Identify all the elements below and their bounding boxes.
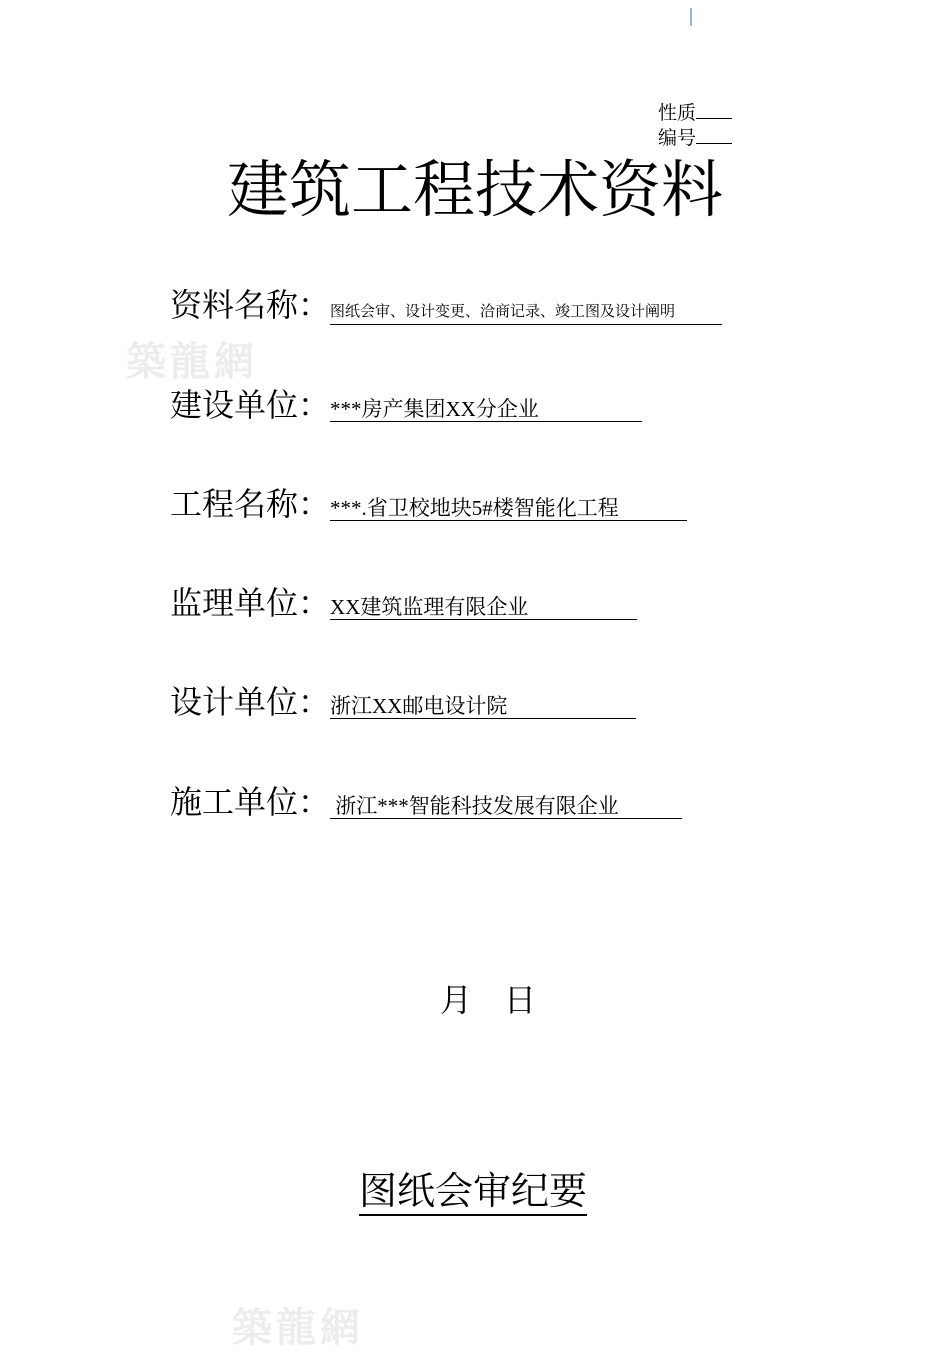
nature-field [658, 100, 732, 125]
date-month: 月 [440, 981, 473, 1019]
field-project-name [170, 479, 687, 523]
field-value: ***房产集团XX分企业 [330, 397, 642, 422]
field-value: XX建筑监理有限企业 [330, 595, 637, 620]
field-label: 工程名称： [170, 485, 331, 523]
watermark: 築龍網 [232, 1304, 364, 1351]
field-label: 资料名称： [170, 286, 331, 324]
number-field [658, 125, 732, 150]
field-value: 图纸会审、设计变更、洽商记录、竣工图及设计阐明 [330, 300, 722, 325]
watermark: 築龍網 [126, 338, 258, 385]
number-label: 编号 [658, 127, 697, 149]
field-label: 建设单位： [170, 386, 331, 424]
field-material-name [170, 280, 722, 324]
text-cursor [690, 8, 692, 26]
field-contractor-unit [170, 777, 682, 821]
field-construction-unit [170, 380, 642, 424]
field-value: 浙江XX邮电设计院 [330, 694, 636, 719]
field-value: 浙江***智能科技发展有限企业 [330, 794, 682, 819]
field-value: ***.省卫校地块5#楼智能化工程 [330, 496, 687, 521]
field-label: 施工单位： [170, 783, 331, 821]
field-label: 监理单位： [170, 584, 331, 622]
date-day: 日 [504, 981, 537, 1019]
field-label: 设计单位： [170, 683, 331, 721]
field-supervision-unit [170, 578, 637, 622]
section-subtitle: 图纸会审纪要 [359, 1168, 587, 1216]
nature-label: 性质 [658, 102, 697, 124]
date-line [440, 975, 536, 1021]
field-design-unit [170, 677, 636, 721]
document-title: 建筑工程技术资料 [226, 153, 723, 226]
nature-blank [696, 100, 732, 119]
number-blank [696, 125, 732, 144]
